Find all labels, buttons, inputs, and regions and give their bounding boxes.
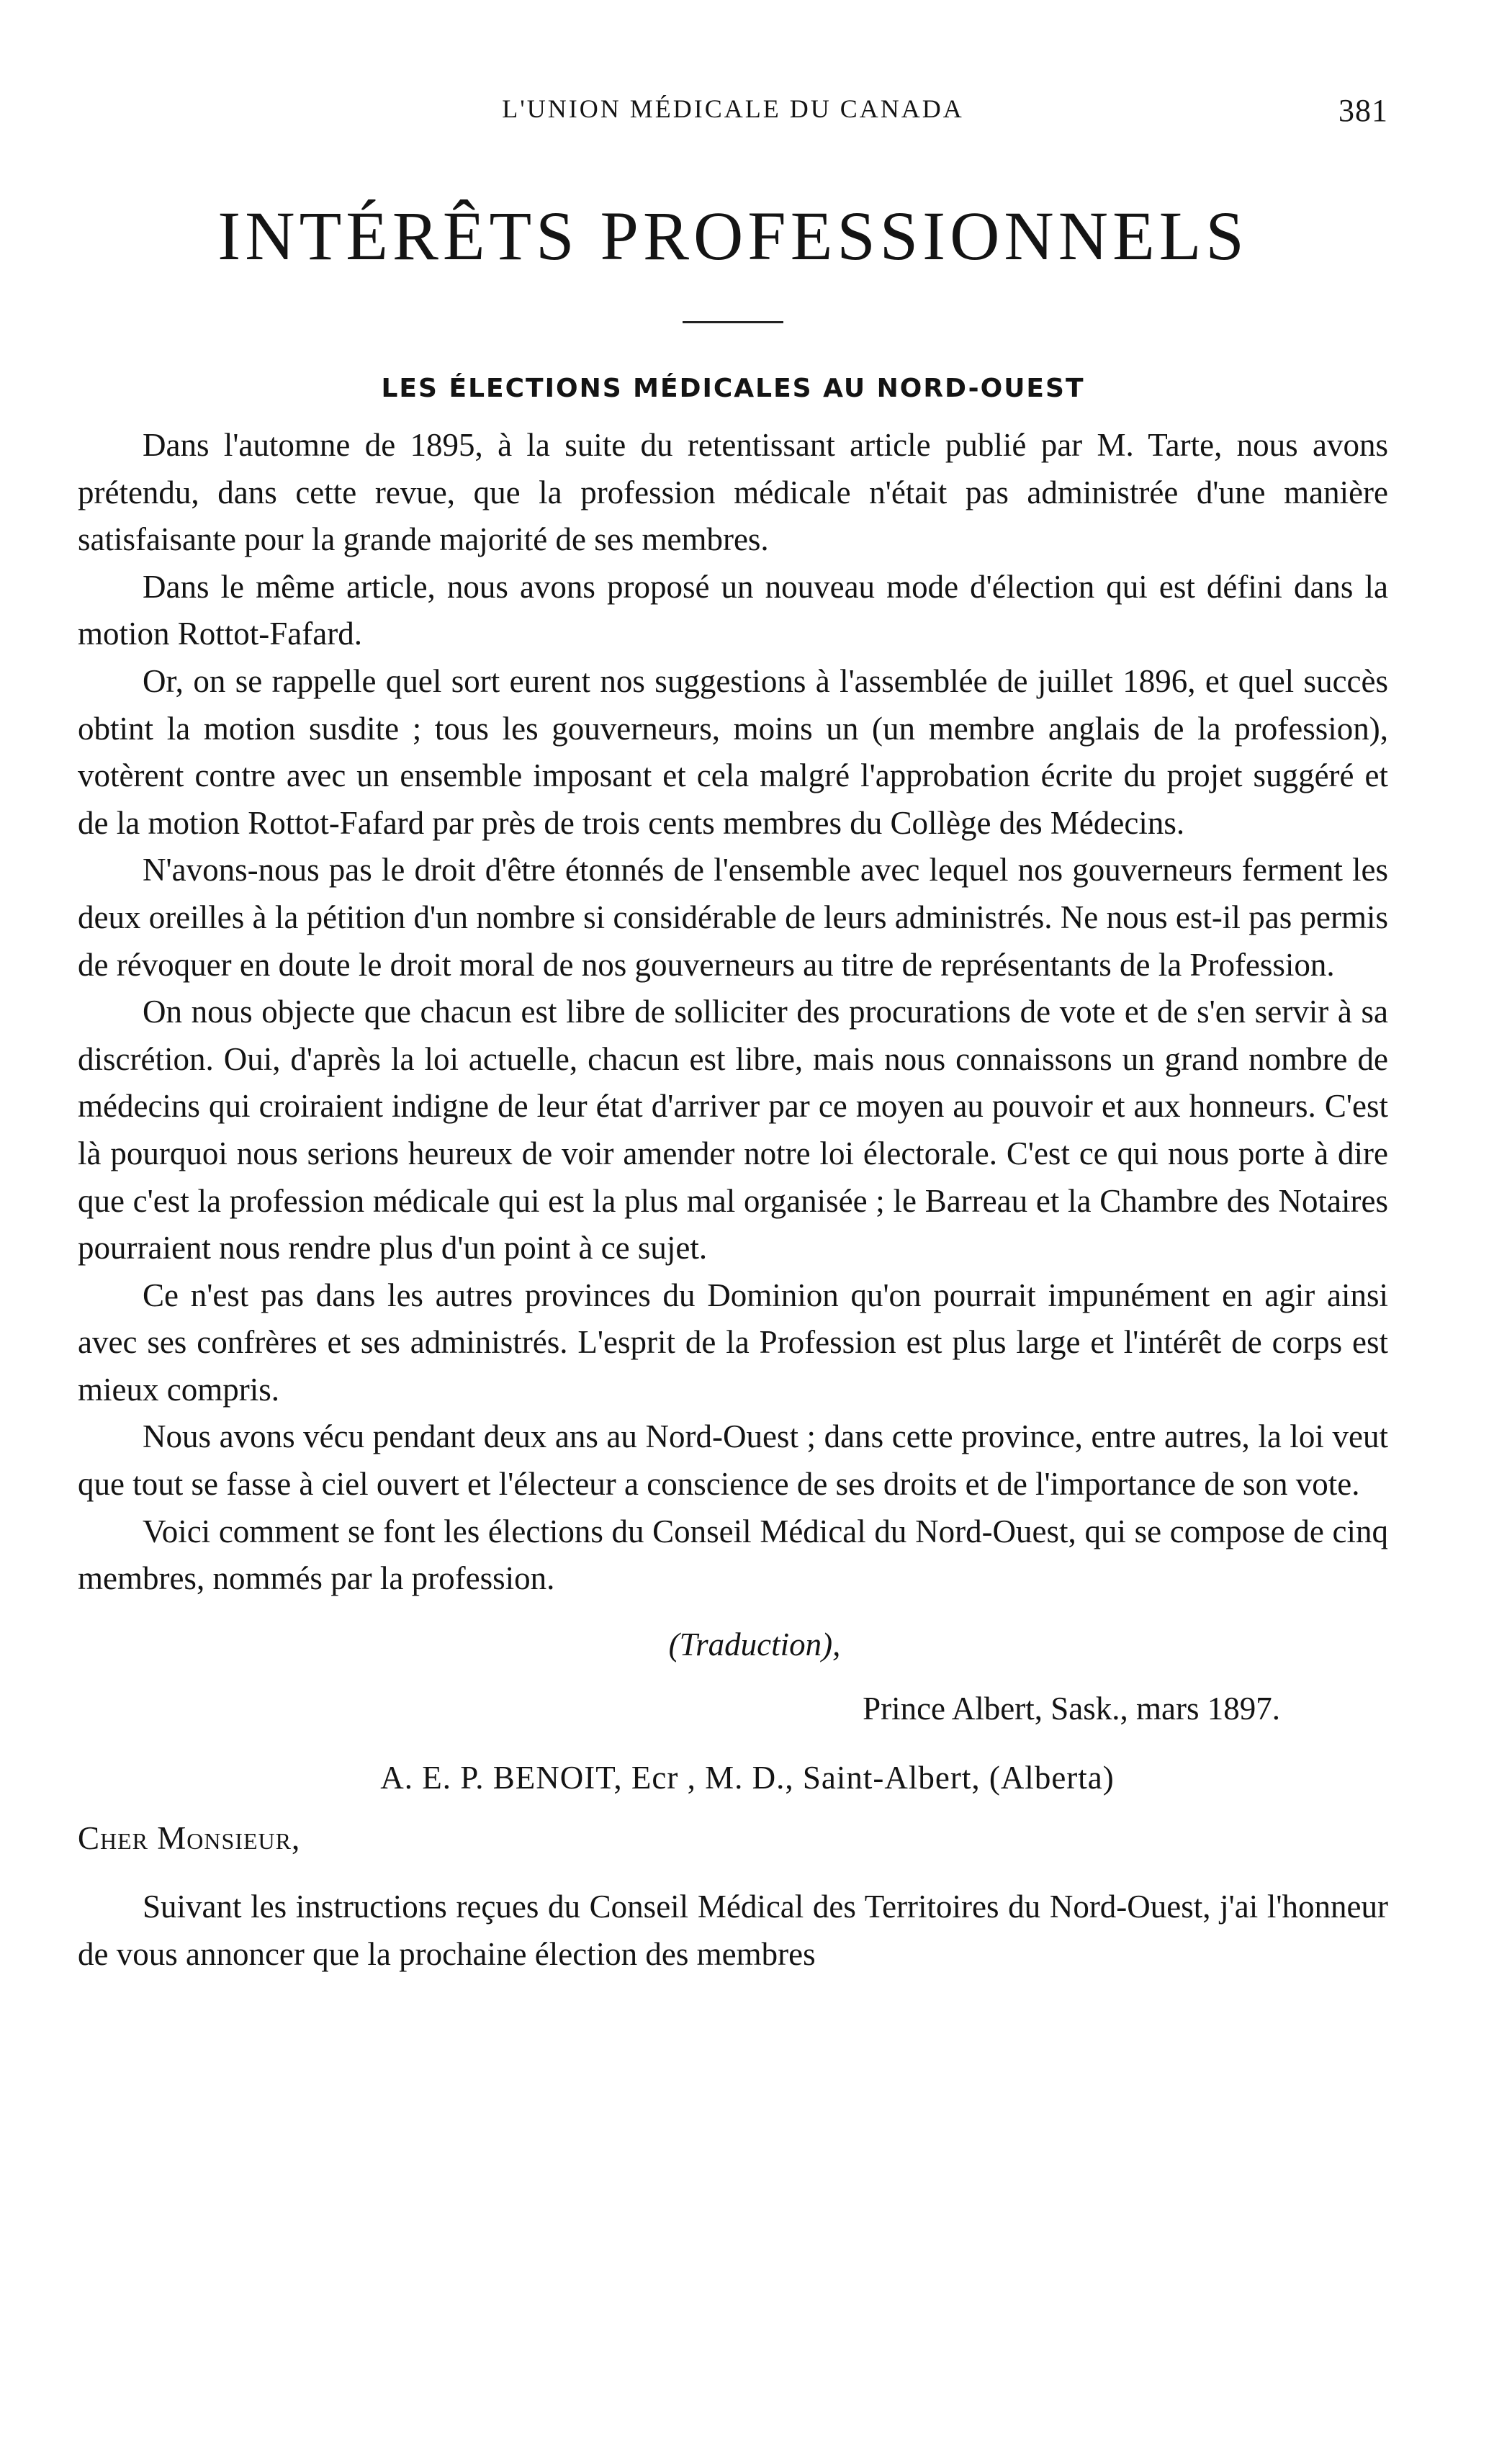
letter-heading bbox=[78, 1621, 1388, 1862]
paragraph: Or, on se rappelle quel sort eurent nos suggestions à l'assemblée de juillet 1896, et quel succès obtint la motion susdite ; tous les gouverneurs, moins un (un membre anglais de la profession), votèrent contre avec un ensemble imposant et cela malgré l'approbation écrite du projet suggéré et de la motion Rottot-Fafard par près de trois cents membres du Collège des Médecins. bbox=[78, 662, 1388, 841]
letter-body: Suivant les instructions reçues du Conseil Médical des Territoires du Nord-Ouest, j'ai l'honneur de vous annoncer que la prochaine élection des membres bbox=[78, 1889, 1388, 1972]
paragraph: Nous avons vécu pendant deux ans au Nord-Ouest ; dans cette province, entre autres, la loi veut que tout se fasse à ciel ouvert et l'électeur a conscience de ses droits et de l'importance de son vote. bbox=[78, 1418, 1388, 1503]
paragraph: Dans le même article, nous avons proposé un nouveau mode d'élection qui est défini dans la motion Rottot-Fafard. bbox=[78, 568, 1388, 652]
paragraph: N'avons-nous pas le droit d'être étonnés de l'ensemble avec lequel nos gouverneurs ferment les deux oreilles à la pétition d'un nombre si considérable de leurs administrés. Ne nous est-il pas permis de révoquer en doute le droit moral de nos gouverneurs au titre de représentants de la Profession. bbox=[78, 852, 1388, 983]
article-body bbox=[78, 422, 1388, 1603]
letter-addressee: A. E. P. BENOIT, Ecr , M. D., Saint-Albert, (Alberta) bbox=[380, 1760, 1115, 1796]
document-page bbox=[78, 94, 1388, 1978]
paragraph: On nous objecte que chacun est libre de solliciter des procurations de vote et de s'en servir à sa discrétion. Oui, d'après la loi actuelle, chacun est libre, mais nous connaissons un grand nombre de médecins qui croiraient indigne de leur état d'arriver par ce moyen au pouvoir et aux honneurs. C'est là pourquoi nous serions heureux de voir amender notre loi électorale. C'est ce qui nous porte à dire que c'est la profession médicale qui est la plus mal organisée ; le Barreau et la Chambre des Notaires pourraient nous rendre plus d'un point à ce sujet. bbox=[78, 994, 1388, 1266]
journal-title: L'UNION MÉDICALE DU CANADA bbox=[502, 94, 964, 123]
article-subtitle: LES ÉLECTIONS MÉDICALES AU NORD-OUEST bbox=[381, 374, 1085, 403]
running-header bbox=[78, 94, 1388, 137]
section-title: INTÉRÊTS PROFESSIONNELS bbox=[217, 197, 1248, 274]
paragraph: Ce n'est pas dans les autres provinces du Dominion qu'on pourrait impunément en agir ainsi avec ses confrères et ses administrés. L'esprit de la Profession est plus large et l'intérêt de corps est mieux compris. bbox=[78, 1277, 1388, 1408]
paragraph: Dans l'automne de 1895, à la suite du retentissant article publié par M. Tarte, nous avons prétendu, dans cette revue, que la profession médicale n'était pas administrée d'une manière satisfaisante pour la grande majorité de ses membres. bbox=[78, 427, 1388, 558]
letter-place-date: Prince Albert, Sask., mars 1897. bbox=[863, 1691, 1280, 1727]
paragraph: Voici comment se font les élections du Conseil Médical du Nord-Ouest, qui se compose de cinq membres, nommés par la profession. bbox=[78, 1513, 1388, 1597]
page-number: 381 bbox=[1338, 93, 1388, 128]
translation-note: (Traduction), bbox=[668, 1626, 841, 1662]
letter-salutation: Cher Monsieur, bbox=[78, 1819, 301, 1856]
title-divider bbox=[683, 321, 783, 323]
